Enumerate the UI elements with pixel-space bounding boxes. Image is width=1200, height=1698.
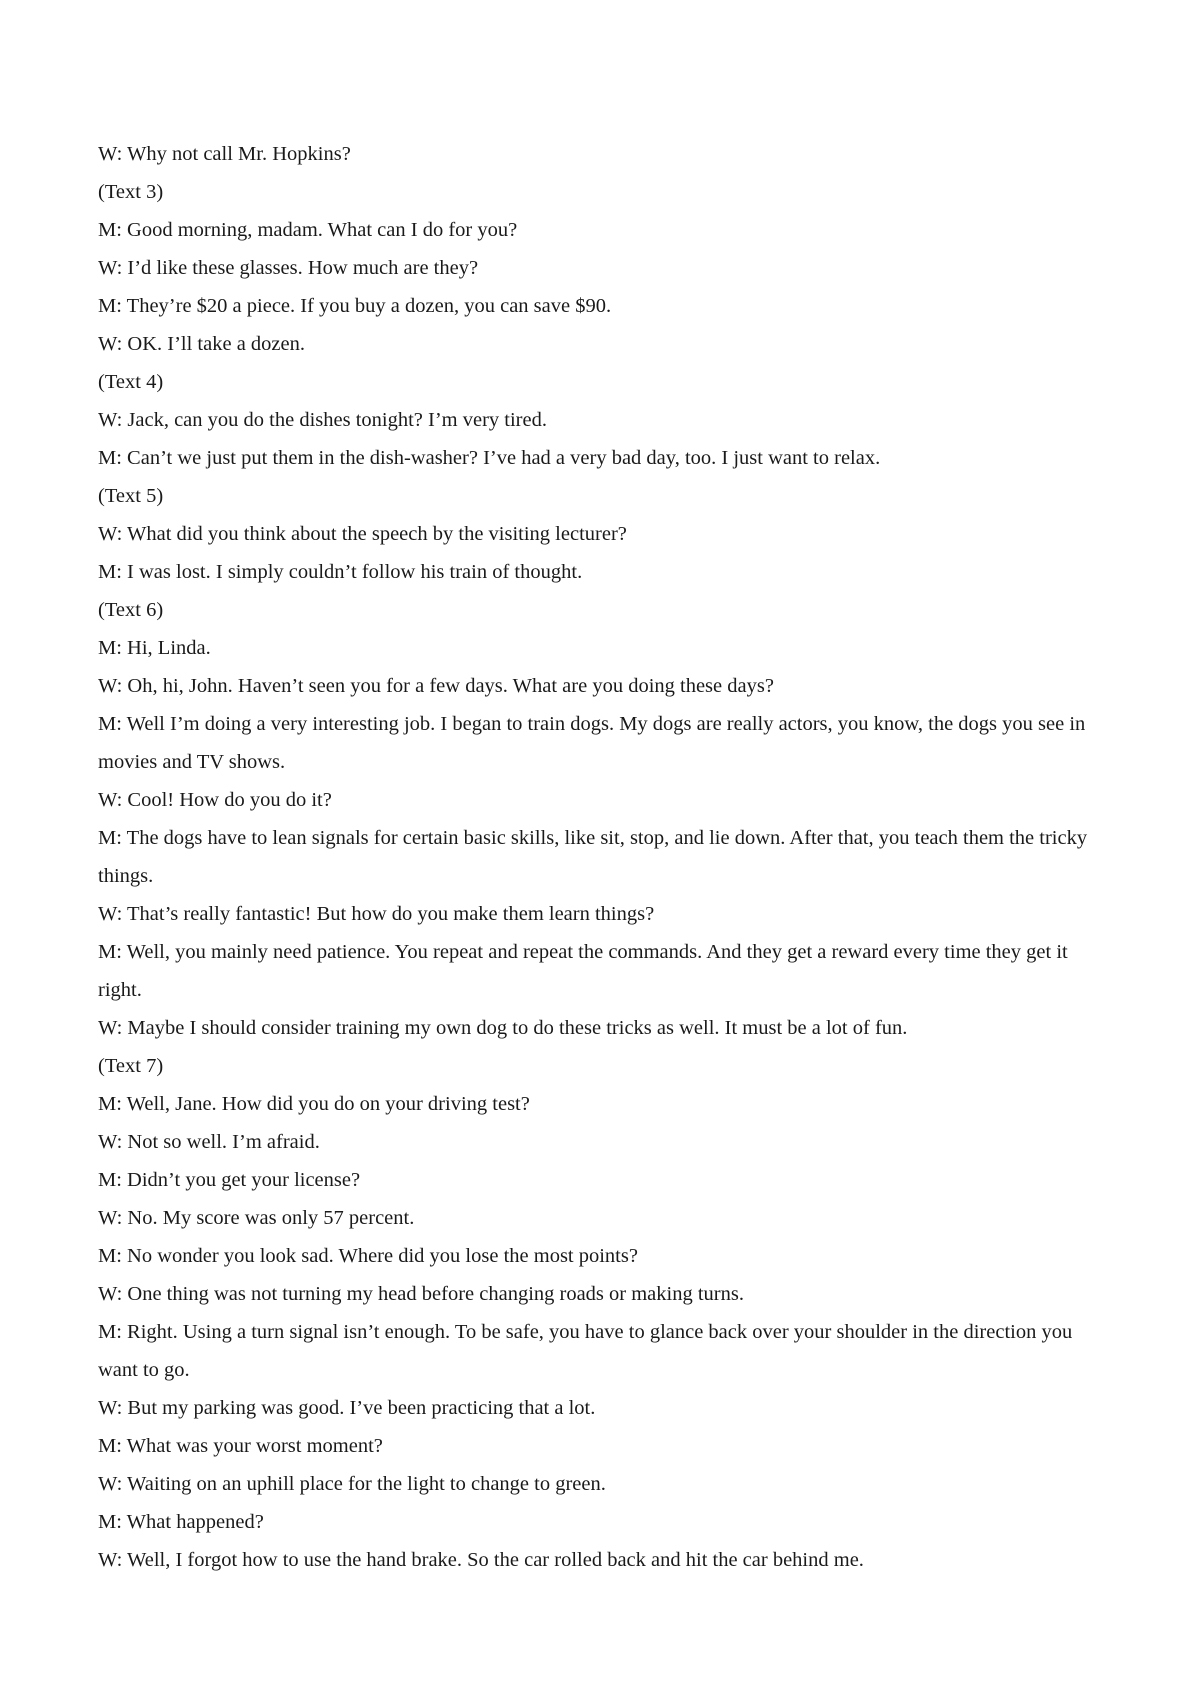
transcript-line: W: Waiting on an uphill place for the light to change to green. [98, 1473, 606, 1495]
transcript-line: W: What did you think about the speech by the visiting lecturer? [98, 523, 627, 545]
text-heading: (Text 7) [98, 1055, 164, 1077]
transcript-line: M: I was lost. I simply couldn’t follow his train of thought. [98, 561, 583, 583]
transcript-line: M: The dogs have to lean signals for certain basic skills, like sit, stop, and lie down. After that, you teach them the tricky things. [98, 827, 1088, 887]
transcript-line: W: But my parking was good. I’ve been practicing that a lot. [98, 1397, 596, 1419]
transcript-line: M: What happened? [98, 1511, 264, 1533]
transcript-line: M: Didn’t you get your license? [98, 1169, 361, 1191]
transcript-line: W: No. My score was only 57 percent. [98, 1207, 415, 1229]
transcript-line: W: Well, I forgot how to use the hand brake. So the car rolled back and hit the car behind me. [98, 1549, 864, 1571]
transcript-line: W: Maybe I should consider training my own dog to do these tricks as well. It must be a lot of fun. [98, 1017, 908, 1039]
transcript-line: M: Well I’m doing a very interesting job. I began to train dogs. My dogs are really actors, you know, the dogs you see in movies and TV shows. [98, 713, 1086, 773]
text-heading: (Text 6) [98, 599, 164, 621]
listening-transcript [98, 135, 1108, 1579]
transcript-line: W: I’d like these glasses. How much are they? [98, 257, 479, 279]
transcript-line: M: Can’t we just put them in the dish-washer? I’ve had a very bad day, too. I just want to relax. [98, 447, 881, 469]
transcript-line: W: One thing was not turning my head before changing roads or making turns. [98, 1283, 744, 1305]
transcript-line: M: They’re $20 a piece. If you buy a dozen, you can save $90. [98, 295, 612, 317]
transcript-line: W: Cool! How do you do it? [98, 789, 332, 811]
transcript-line: W: Jack, can you do the dishes tonight? I’m very tired. [98, 409, 547, 431]
transcript-line: M: Hi, Linda. [98, 637, 211, 659]
text-heading: (Text 5) [98, 485, 164, 507]
transcript-line: M: Good morning, madam. What can I do for you? [98, 219, 518, 241]
transcript-line: M: Well, you mainly need patience. You repeat and repeat the commands. And they get a reward every time they get it right. [98, 941, 1068, 1001]
text-heading: (Text 4) [98, 371, 164, 393]
transcript-line: W: Oh, hi, John. Haven’t seen you for a few days. What are you doing these days? [98, 675, 774, 697]
transcript-line: W: Not so well. I’m afraid. [98, 1131, 320, 1153]
transcript-line: W: That’s really fantastic! But how do you make them learn things? [98, 903, 655, 925]
transcript-line: M: No wonder you look sad. Where did you lose the most points? [98, 1245, 638, 1267]
transcript-line: M: What was your worst moment? [98, 1435, 383, 1457]
transcript-line: M: Well, Jane. How did you do on your driving test? [98, 1093, 530, 1115]
transcript-line: W: OK. I’ll take a dozen. [98, 333, 306, 355]
transcript-line: M: Right. Using a turn signal isn’t enough. To be safe, you have to glance back over your shoulder in the direction you want to go. [98, 1321, 1073, 1381]
transcript-line: W: Why not call Mr. Hopkins? [98, 143, 351, 165]
text-heading: (Text 3) [98, 181, 164, 203]
